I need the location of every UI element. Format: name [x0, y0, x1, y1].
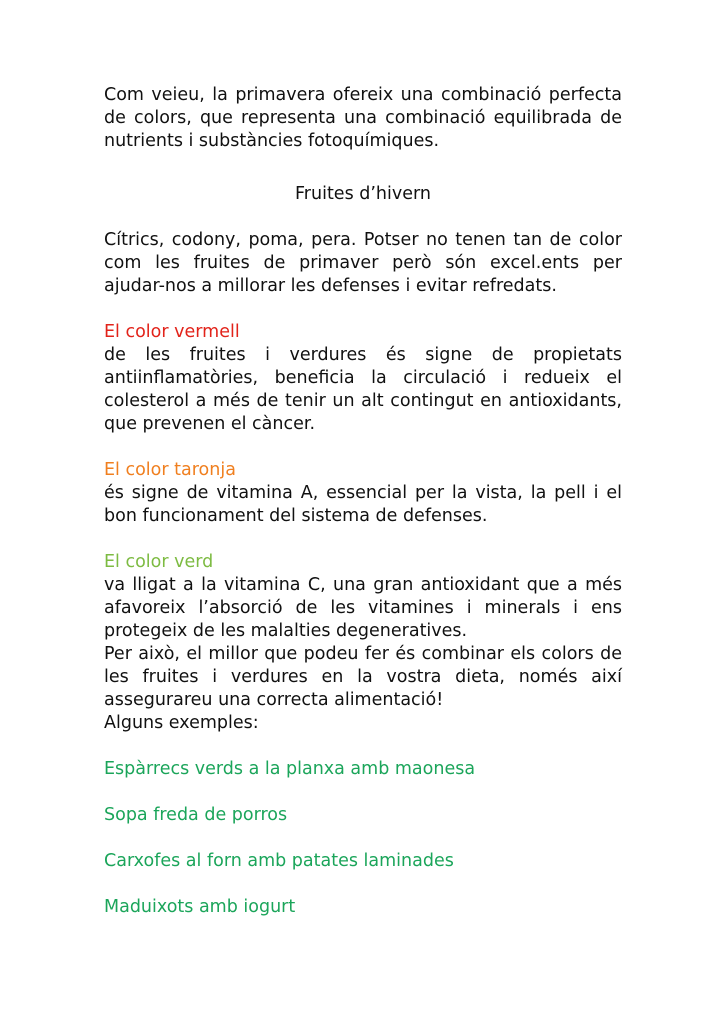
recipe-item: Sopa freda de porros: [104, 805, 288, 825]
section-title-winter-fruits: Fruites d’hivern: [295, 184, 431, 204]
recipe-list: [104, 758, 622, 919]
recipe-item: Espàrrecs verds a la planxa amb maonesa: [104, 759, 476, 779]
recipe-item: Carxofes al forn amb patates laminades: [104, 851, 454, 871]
orange-color-section: [104, 459, 622, 528]
red-color-paragraph: de les fruites i verdures és signe de propietats antiinflamatòries, beneficia la circulació i redueix el colesterol a més de tenir un alt contingut en antioxidants, que prevenen el càncer.: [104, 345, 622, 434]
examples-label: Alguns exemples:: [104, 713, 259, 733]
red-color-section: [104, 321, 622, 436]
document-page: [104, 84, 622, 919]
green-color-heading: El color verd: [104, 552, 214, 572]
winter-fruits-paragraph: Cítrics, codony, poma, pera. Potser no tenen tan de color com les fruites de primaver però són excel.ents per ajudar-nos a millorar les defenses i evitar refredats.: [104, 230, 622, 296]
orange-color-heading: El color taronja: [104, 460, 236, 480]
recipe-item: Maduixots amb iogurt: [104, 897, 296, 917]
orange-color-paragraph: és signe de vitamina A, essencial per la vista, la pell i el bon funcionament del sistema de defenses.: [104, 483, 622, 526]
green-color-section: [104, 551, 622, 735]
intro-paragraph: Com veieu, la primavera ofereix una combinació perfecta de colors, que representa una combinació equilibrada de nutrients i substàncies fotoquímiques.: [104, 85, 622, 151]
green-color-paragraph: va lligat a la vitamina C, una gran antioxidant que a més afavoreix l’absorció de les vitamines i minerals i ens protegeix de les malalties degeneratives.: [104, 575, 622, 641]
red-color-heading: El color vermell: [104, 322, 240, 342]
advice-paragraph: Per això, el millor que podeu fer és combinar els colors de les fruites i verdures en la vostra dieta, només així assegurareu una correcta alimentació!: [104, 644, 622, 710]
